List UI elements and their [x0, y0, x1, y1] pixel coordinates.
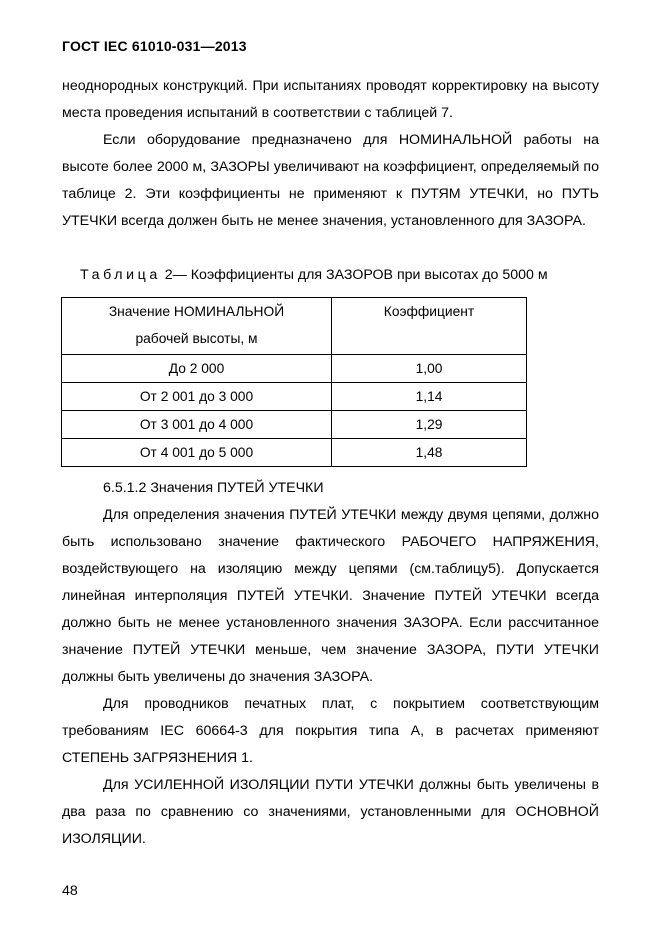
cell-altitude: От 2 001 до 3 000: [62, 383, 332, 411]
document-header: ГОСТ IEC 61010-031—2013: [62, 38, 247, 54]
paragraph-altitude: Если оборудование предназначено для НОМИНАЛЬНОЙ работы на высоте более 2000 м, ЗАЗОРЫ увеличивают на коэффициент, определяемый по таблице 2. Эти коэффициенты не применяют к ПУТЯМ УТЕЧКИ, но ПУТЬ УТЕЧКИ всегда должен быть не менее значения, установленного для ЗАЗОРА.: [62, 132, 599, 229]
cell-altitude: От 4 001 до 5 000: [62, 439, 332, 467]
paragraph-continuation: неоднородных конструкций. При испытаниях проводят корректировку на высоту места проведения испытаний в соответствии с таблицей 7.: [62, 78, 599, 121]
paragraph-reinforced: Для УСИЛЕННОЙ ИЗОЛЯЦИИ ПУТИ УТЕЧКИ должны быть увеличены в два раза по сравнению со значениями, установленными для ОСНОВНОЙ ИЗОЛЯЦИИ.: [62, 777, 599, 847]
clearance-factor-table: [61, 297, 527, 467]
page-number: 48: [62, 883, 78, 899]
table-caption-label: Таблица: [80, 267, 161, 283]
cell-altitude: До 2 000: [62, 355, 332, 383]
text-block-top: [62, 73, 599, 235]
table-row: [62, 411, 527, 439]
header-altitude-line1: Значение НОМИНАЛЬНОЙ: [108, 304, 285, 319]
table-row: [62, 383, 527, 411]
table-header-row: [62, 298, 527, 355]
table-caption-text: 2— Коэффициенты для ЗАЗОРОВ при высотах до 5000 м: [160, 267, 548, 283]
cell-factor: 1,00: [332, 355, 527, 383]
table-row: [62, 355, 527, 383]
cell-altitude: От 3 001 до 4 000: [62, 411, 332, 439]
table-caption: [80, 262, 548, 289]
text-block-bottom: [62, 475, 599, 853]
paragraph-pcb: Для проводников печатных плат, с покрытием соответствующим требованиям IEC 60664-3 для покрытия типа А, в расчетах применяют СТЕПЕНЬ ЗАГРЯЗНЕНИЯ 1.: [62, 696, 599, 766]
paragraph-creepage: Для определения значения ПУТЕЙ УТЕЧКИ между двумя цепями, должно быть использовано значение фактического РАБОЧЕГО НАПРЯЖЕНИЯ, воздействующего на изоляцию между цепями (см.таблицу5). Допускается линейная интерполяция ПУТЕЙ УТЕЧКИ. Значение ПУТЕЙ УТЕЧКИ всегда должно быть не менее установленного значения ЗАЗОРА. Если рассчитанное значение ПУТЕЙ УТЕЧКИ меньше, чем значение ЗАЗОРА, ПУТИ УТЕЧКИ должны быть увеличены до значения ЗАЗОРА.: [62, 507, 599, 685]
header-cell-altitude: [62, 298, 332, 355]
cell-factor: 1,48: [332, 439, 527, 467]
cell-factor: 1,29: [332, 411, 527, 439]
header-cell-factor: Коэффициент: [332, 298, 527, 355]
header-altitude-line2: рабочей высоты, м: [135, 331, 258, 346]
table-row: [62, 439, 527, 467]
section-heading: 6.5.1.2 Значения ПУТЕЙ УТЕЧКИ: [103, 480, 324, 496]
cell-factor: 1,14: [332, 383, 527, 411]
